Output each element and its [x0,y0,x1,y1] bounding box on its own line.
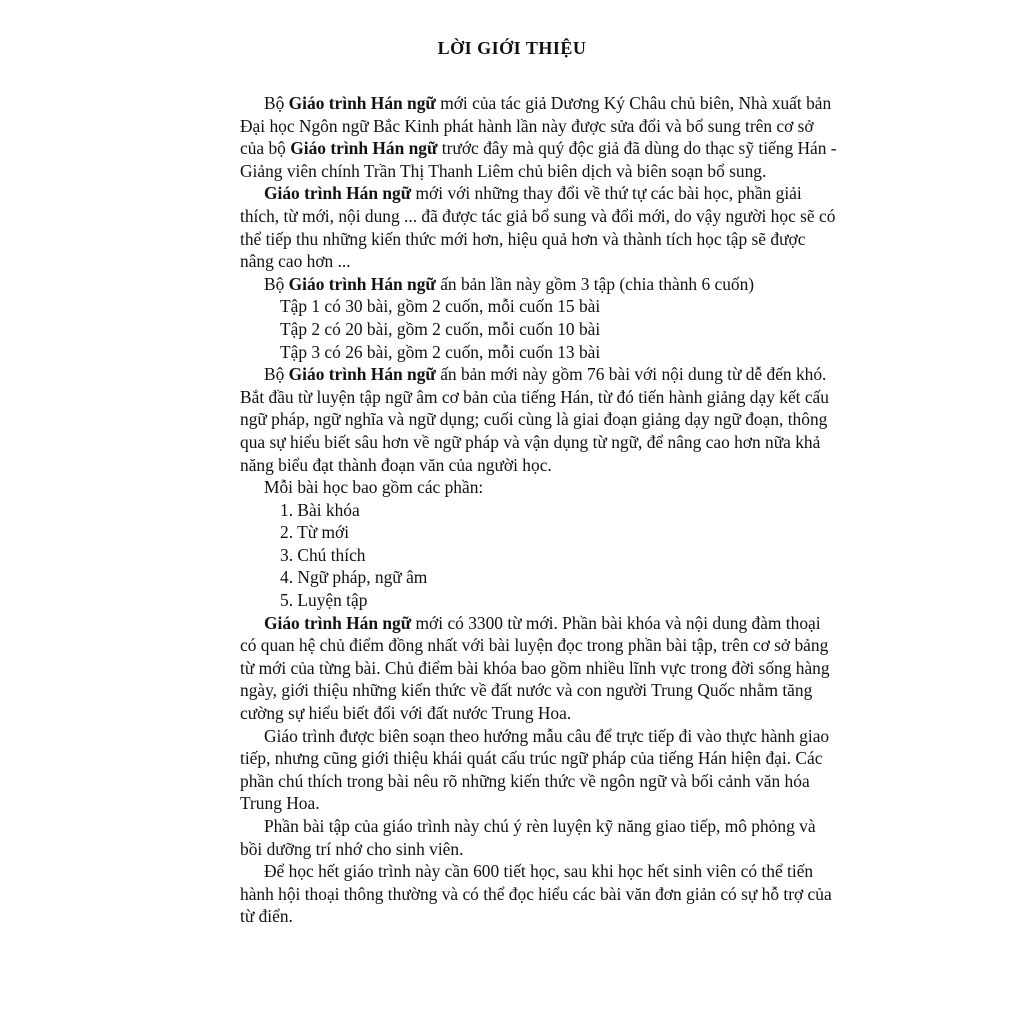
paragraph-3 [240,273,840,296]
paragraph-6: Giáo trình được biên soạn theo hướng mẫu câu để trực tiếp đi vào thực hành giao tiếp, nhưng cũng giới thiệu khái quát cấu trúc ngữ pháp của tiếng Hán hiện đại. Các phần chú thích trong bài nêu rõ những kiến thức về ngôn ngữ và bối cảnh văn hóa Trung Hoa. [240,725,830,814]
paragraph-2-a: mới với những thay đổi về thứ tự các bài học, phần giải thích, từ mới, nội dung ... đã được tác giả bổ sung và đổi mới, do vậy người học sẽ có thể tiếp thu những kiến thức mới hơn, hiệu quả hơn và thành tích học tập sẽ được nâng cao hơn ... [240,183,836,272]
paragraph-7: Phần bài tập của giáo trình này chú ý rèn luyện kỹ năng giao tiếp, mô phỏng và bồi dưỡng trí nhớ cho sinh viên. [240,816,816,859]
document-body [240,92,840,928]
volume-item: Tập 2 có 20 bài, gồm 2 cuốn, mỗi cuốn 10 bài [280,318,601,339]
paragraph-4-b: ấn bản mới này gồm 76 bài với nội dung từ dễ đến khó. Bắt đầu từ luyện tập ngữ âm cơ bản của tiếng Hán, từ đó tiến hành giảng dạy kết cấu ngữ pháp, ngữ nghĩa và ngữ dụng; cuối cùng là giai đoạn giảng dạy ngữ đoạn, thông qua sự hiểu biết sâu hơn về ngữ pháp và vận dụng từ ngữ, để nâng cao hơn nữa khả năng biểu đạt thành đoạn văn của người học. [240,364,829,475]
book-title-bold: Giáo trình Hán ngữ [288,364,436,385]
paragraph-1-b: mới của tác giả Dương Ký Châu chủ biên, Nhà xuất bản Đại học Ngôn ngữ Bắc Kinh phát hành lần này được sửa đổi và bổ sung trên cơ sở của bộ [240,93,832,159]
paragraph-1-c: trước đây mà quý độc giả đã dùng do thạc sỹ tiếng Hán - Giảng viên chính Trần Thị Thanh Liêm chủ biên dịch và biên soạn bổ sung. [240,138,837,181]
volume-item: Tập 3 có 26 bài, gồm 2 cuốn, mỗi cuốn 13 bài [280,341,601,362]
paragraph-1-a: Bộ [264,93,289,113]
sections-intro: Mỗi bài học bao gồm các phần: [264,477,484,498]
paragraph-3-b: ấn bản lần này gồm 3 tập (chia thành 6 cuốn) [435,273,755,294]
book-title-bold: Giáo trình Hán ngữ [288,93,436,113]
section-item: 1. Bài khóa [280,499,360,520]
paragraph-8: Để học hết giáo trình này cần 600 tiết học, sau khi học hết sinh viên có thể tiến hành hội thoại thông thường và có thể đọc hiểu các bài văn đơn giản có sự hỗ trợ của từ điển. [240,861,832,927]
paragraph-4-a: Bộ [264,364,289,385]
page-title: LỜI GIỚI THIỆU [437,38,587,58]
paragraph-1 [240,92,840,182]
section-item: 2. Từ mới [280,522,350,543]
paragraph-5 [240,612,840,725]
section-item: 4. Ngữ pháp, ngữ âm [280,567,428,588]
book-title-bold: Giáo trình Hán ngữ [264,183,412,204]
book-title-bold: Giáo trình Hán ngữ [290,138,438,159]
book-title-bold: Giáo trình Hán ngữ [288,273,436,294]
paragraph-2 [240,182,840,272]
section-item: 5. Luyện tập [280,590,368,611]
volume-item: Tập 1 có 30 bài, gồm 2 cuốn, mỗi cuốn 15 bài [280,296,601,317]
paragraph-3-a: Bộ [264,273,289,294]
section-item: 3. Chú thích [280,544,366,565]
book-title-bold: Giáo trình Hán ngữ [264,612,412,633]
paragraph-5-a: mới có 3300 từ mới. Phần bài khóa và nội dung đàm thoại có quan hệ chủ điểm đồng nhất với bài luyện đọc trong phần bài tập, trên cơ sở bảng từ mới của từng bài. Chủ điểm bài khóa bao gồm nhiều lĩnh vực trong đời sống hàng ngày, giới thiệu những kiến thức về đất nước và con người Trung Quốc nhằm tăng cường sự hiểu biết đối với đất nước Trung Hoa. [240,612,830,724]
paragraph-4 [240,363,840,476]
